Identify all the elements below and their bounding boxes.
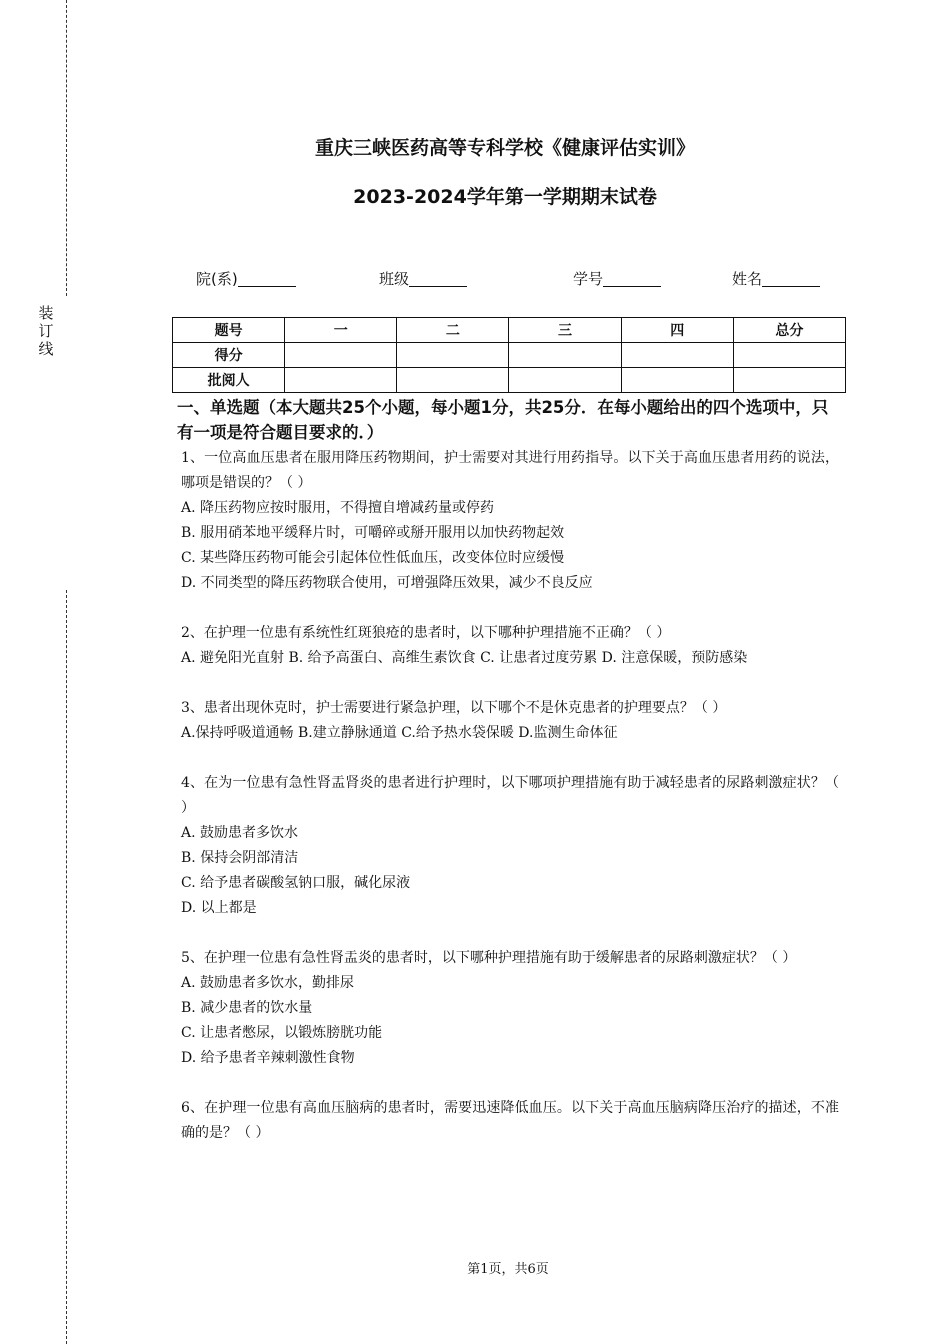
fill-blank[interactable]: [238, 270, 296, 287]
score-cell[interactable]: [733, 343, 845, 368]
score-cell: 一: [285, 318, 397, 343]
question-item: [181, 621, 839, 671]
question-item: [181, 1096, 839, 1146]
option-c[interactable]: C. 给予患者碳酸氢钠口服，碱化尿液: [181, 875, 411, 891]
score-cell: 三: [509, 318, 621, 343]
option-d[interactable]: D. 不同类型的降压药物联合使用，可增强降压效果，减少不良反应: [181, 575, 593, 591]
score-cell[interactable]: [621, 368, 733, 393]
question-item: [181, 446, 839, 596]
score-cell[interactable]: [397, 343, 509, 368]
option-c[interactable]: C. 某些降压药物可能会引起体位性低血压，改变体位时应缓慢: [181, 550, 565, 566]
score-table: [172, 317, 846, 393]
score-cell: 二: [397, 318, 509, 343]
score-table-row: [173, 318, 846, 343]
page-number: 第1页，共6页: [467, 1262, 549, 1277]
question-item: [181, 946, 839, 1071]
option-d[interactable]: D. 以上都是: [181, 900, 257, 916]
fill-blank[interactable]: [762, 270, 820, 287]
score-cell[interactable]: [285, 368, 397, 393]
score-cell[interactable]: [285, 343, 397, 368]
score-cell: 四: [621, 318, 733, 343]
fill-blank[interactable]: [603, 270, 661, 287]
question-content: [177, 395, 839, 1171]
score-cell: 题号: [173, 318, 285, 343]
question-stem: 3、患者出现休克时，护士需要进行紧急护理，以下哪个不是休克患者的护理要点？（ ）: [181, 700, 727, 716]
score-cell: 总分: [733, 318, 845, 343]
section-title: 一、单选题（本大题共25个小题，每小题1分，共25分．在每小题给出的四个选项中，只有一项是符合题目要求的．）: [177, 398, 829, 442]
question-stem: 4、在为一位患有急性肾盂肾炎的患者进行护理时，以下哪项护理措施有助于减轻患者的尿路刺激症状？（ ）: [181, 775, 839, 816]
score-cell[interactable]: [509, 368, 621, 393]
option-c[interactable]: C. 让患者憋尿，以锻炼膀胱功能: [181, 1025, 383, 1041]
options-inline[interactable]: A.保持呼吸道通畅 B.建立静脉通道 C.给予热水袋保暖 D.监测生命体征: [181, 725, 618, 741]
option-a[interactable]: A. 鼓励患者多饮水，勤排尿: [181, 975, 355, 991]
exam-subtitle: 2023-2024学年第一学期期末试卷: [353, 186, 657, 208]
exam-title: 重庆三峡医药高等专科学校《健康评估实训》: [314, 137, 695, 159]
score-table-row: [173, 368, 846, 393]
option-a[interactable]: A. 鼓励患者多饮水: [181, 825, 299, 841]
info-label: 班级: [379, 270, 410, 288]
option-b[interactable]: B. 减少患者的饮水量: [181, 1000, 313, 1016]
question-stem: 2、在护理一位患有系统性红斑狼疮的患者时，以下哪种护理措施不正确？（ ）: [181, 625, 671, 641]
binding-char: 装: [38, 304, 54, 322]
info-label: 姓名: [732, 270, 763, 288]
option-a[interactable]: A. 降压药物应按时服用，不得擅自增减药量或停药: [181, 500, 495, 516]
info-label: 院(系): [196, 270, 238, 288]
binding-char: 订: [38, 322, 54, 340]
question-stem: 6、在护理一位患有高血压脑病的患者时，需要迅速降低血压。以下关于高血压脑病降压治疗的描述，不准确的是？（ ）: [181, 1100, 839, 1141]
info-label: 学号: [573, 270, 604, 288]
score-cell[interactable]: [733, 368, 845, 393]
info-field-class: [379, 268, 467, 289]
score-cell: 批阅人: [173, 368, 285, 393]
fill-blank[interactable]: [409, 270, 467, 287]
binding-char: 线: [38, 340, 54, 358]
question-item: [181, 771, 839, 921]
student-info-row: [0, 268, 950, 292]
info-field-student-id: [573, 268, 661, 289]
info-field-department: [196, 268, 296, 289]
option-b[interactable]: B. 服用硝苯地平缓释片时，可嚼碎或掰开服用以加快药物起效: [181, 525, 565, 541]
options-inline[interactable]: A. 避免阳光直射 B. 给予高蛋白、高维生素饮食 C. 让患者过度劳累 D. 注意保暖，预防感染: [181, 650, 748, 666]
binding-label: [36, 304, 56, 358]
info-field-name: [732, 268, 820, 289]
question-item: [181, 696, 839, 746]
score-cell[interactable]: [509, 343, 621, 368]
score-cell[interactable]: [397, 368, 509, 393]
score-table-row: [173, 343, 846, 368]
score-cell: 得分: [173, 343, 285, 368]
option-b[interactable]: B. 保持会阴部清洁: [181, 850, 299, 866]
question-stem: 1、一位高血压患者在服用降压药物期间，护士需要对其进行用药指导。以下关于高血压患者用药的说法，哪项是错误的？（ ）: [181, 450, 839, 491]
question-stem: 5、在护理一位患有急性肾盂炎的患者时，以下哪种护理措施有助于缓解患者的尿路刺激症状？（ ）: [181, 950, 797, 966]
option-d[interactable]: D. 给予患者辛辣刺激性食物: [181, 1050, 355, 1066]
binding-dashed-line-bottom: [66, 590, 67, 1344]
score-cell[interactable]: [621, 343, 733, 368]
